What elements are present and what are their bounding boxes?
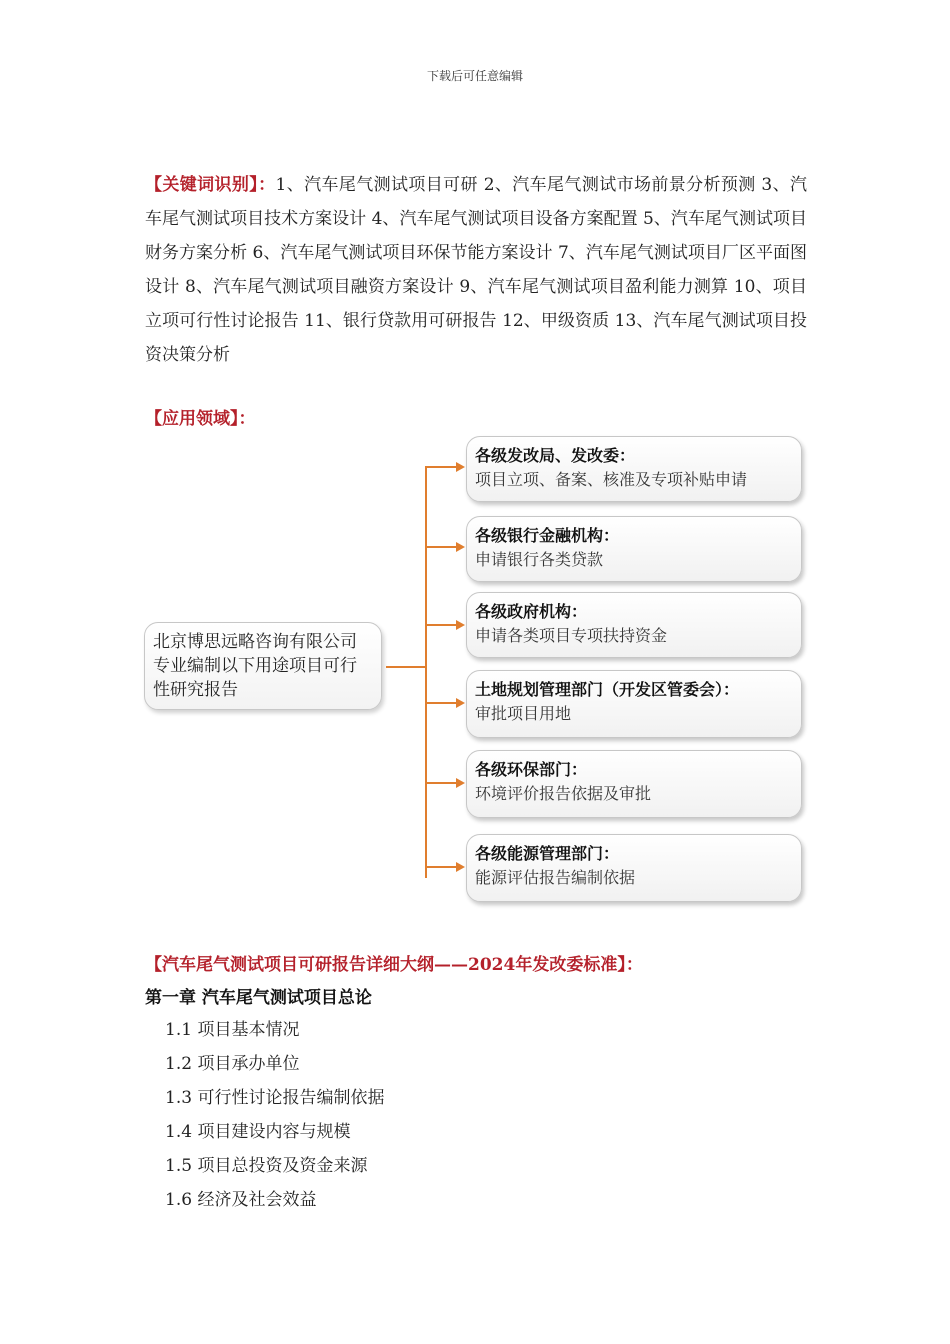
target-title: 各级环保部门： (475, 760, 588, 779)
connector-branch (425, 702, 458, 704)
header-note: 下载后可任意编辑 (426, 69, 523, 83)
target-box-banks (466, 516, 802, 582)
chapter-heading: 第一章 汽车尾气测试项目总论 (145, 988, 372, 1008)
keywords-paragraph (145, 168, 807, 372)
target-desc: 审批项目用地 (475, 704, 572, 723)
target-box-environment (466, 750, 802, 818)
connector-branch (425, 624, 458, 626)
section-item: 1.1 项目基本情况 (165, 1020, 300, 1040)
arrow-icon (456, 462, 465, 472)
connector-trunk (425, 466, 427, 878)
target-desc: 项目立项、备案、核准及专项补贴申请 (475, 470, 748, 489)
connector-branch (425, 546, 458, 548)
application-diagram (140, 430, 820, 910)
outline-title: 【汽车尾气测试项目可研报告详细大纲——2024年发改委标准】： (145, 955, 643, 975)
application-label: 【应用领域】： (145, 409, 256, 429)
connector-branch (425, 782, 458, 784)
target-desc: 环境评价报告依据及审批 (475, 784, 652, 803)
arrow-icon (456, 698, 465, 708)
section-item: 1.6 经济及社会效益 (165, 1190, 317, 1210)
keywords-label: 【关键词识别】： (145, 175, 276, 195)
target-title: 土地规划管理部门（开发区管委会）： (475, 680, 740, 699)
target-box-energy (466, 834, 802, 902)
section-list (165, 1013, 384, 1217)
target-box-land (466, 670, 802, 738)
target-box-ndrc (466, 436, 802, 502)
target-title: 各级银行金融机构： (475, 526, 620, 545)
target-desc: 申请各类项目专项扶持资金 (475, 626, 668, 645)
section-item: 1.4 项目建设内容与规模 (165, 1122, 351, 1142)
arrow-icon (456, 620, 465, 630)
target-title: 各级政府机构： (475, 602, 588, 621)
keywords-text: 1、汽车尾气测试项目可研 2、汽车尾气测试市场前景分析预测 3、汽车尾气测试项目技术方案设计 4、汽车尾气测试项目设备方案配置 5、汽车尾气测试项目财务方案分析 6、汽车尾气测试项目环保节能方案设计 7、汽车尾气测试项目厂区平面图设计 8、汽车尾气测试项目融资方案设计 9、汽车尾气测试项目盈利能力测算 10、项目立项可行性讨论报告 11、银行贷款用可研报告 12、甲级资质 13、汽车尾气测试项目投资决策分析 (145, 175, 807, 365)
arrow-icon (456, 778, 465, 788)
arrow-icon (456, 542, 465, 552)
connector-horizontal-main (386, 666, 426, 668)
target-desc: 能源评估报告编制依据 (475, 868, 636, 887)
arrow-icon (456, 862, 465, 872)
section-item: 1.5 项目总投资及资金来源 (165, 1156, 368, 1176)
target-box-government (466, 592, 802, 658)
source-box: 北京博思远略咨询有限公司专业编制以下用途项目可行性研究报告 (144, 622, 382, 710)
section-item: 1.2 项目承办单位 (165, 1054, 300, 1074)
target-desc: 申请银行各类贷款 (475, 550, 604, 569)
connector-branch (425, 866, 458, 868)
connector-branch (425, 466, 458, 468)
target-title: 各级发改局、发改委： (475, 446, 636, 465)
target-title: 各级能源管理部门： (475, 844, 620, 863)
section-item: 1.3 可行性讨论报告编制依据 (165, 1088, 385, 1108)
